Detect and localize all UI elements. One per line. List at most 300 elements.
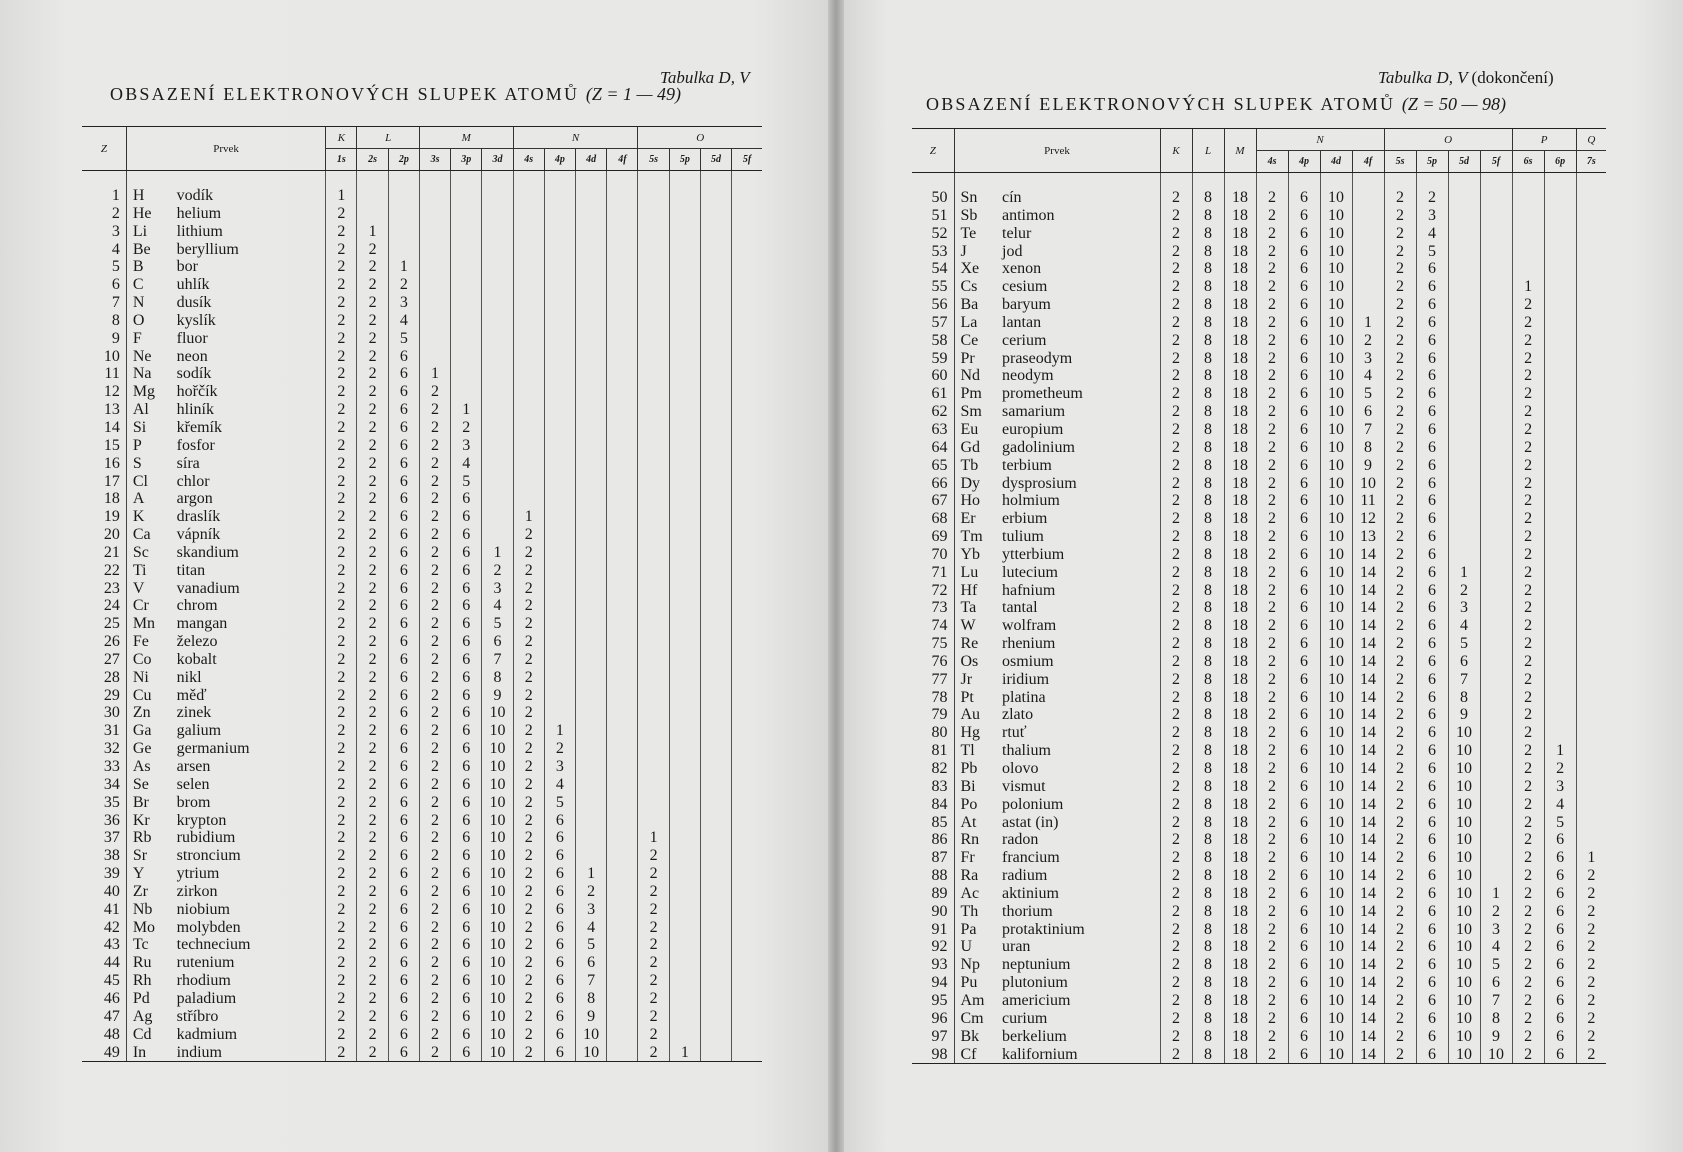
occupancy-cell: 2 xyxy=(357,383,388,401)
occupancy-cell xyxy=(482,241,513,259)
occupancy-cell xyxy=(544,223,575,241)
occupancy-cell xyxy=(669,241,700,259)
occupancy-cell: 8 xyxy=(1192,385,1224,403)
occupancy-cell xyxy=(576,794,607,812)
occupancy-cell xyxy=(732,490,762,508)
element-symbol: Cl xyxy=(126,473,172,491)
occupancy-cell: 8 xyxy=(1192,653,1224,671)
occupancy-cell: 2 xyxy=(1160,350,1192,368)
occupancy-cell xyxy=(669,401,700,419)
subshell-header: 6s xyxy=(1512,151,1544,173)
table-row xyxy=(82,597,762,615)
occupancy-cell xyxy=(732,365,762,383)
occupancy-cell xyxy=(1480,760,1512,778)
occupancy-cell: 2 xyxy=(1160,582,1192,600)
occupancy-cell: 2 xyxy=(1384,314,1416,332)
occupancy-cell: 6 xyxy=(1416,599,1448,617)
occupancy-cell: 18 xyxy=(1224,367,1256,385)
occupancy-cell xyxy=(638,205,669,223)
occupancy-cell xyxy=(1448,475,1480,493)
table-row xyxy=(912,582,1606,600)
occupancy-cell: 1 xyxy=(1576,849,1606,867)
atomic-number: 31 xyxy=(103,722,120,740)
element-symbol: Pt xyxy=(954,689,998,707)
table-row xyxy=(912,207,1606,225)
occupancy-cell xyxy=(1576,385,1606,403)
occupancy-cell xyxy=(576,276,607,294)
element-symbol: A xyxy=(126,490,172,508)
occupancy-cell xyxy=(638,187,669,205)
occupancy-cell xyxy=(544,687,575,705)
occupancy-cell: 1 xyxy=(1480,885,1512,903)
occupancy-cell: 2 xyxy=(357,1026,388,1044)
occupancy-cell: 18 xyxy=(1224,599,1256,617)
occupancy-cell xyxy=(700,901,731,919)
occupancy-cell xyxy=(1544,706,1576,724)
occupancy-cell: 1 xyxy=(326,187,357,205)
element-symbol: Sr xyxy=(126,847,172,865)
occupancy-cell xyxy=(1576,457,1606,475)
occupancy-cell: 1 xyxy=(513,508,544,526)
occupancy-cell xyxy=(1576,278,1606,296)
occupancy-cell xyxy=(513,187,544,205)
occupancy-cell: 2 xyxy=(1480,903,1512,921)
atomic-number: 84 xyxy=(931,795,948,813)
occupancy-cell: 6 xyxy=(388,401,419,419)
table-row xyxy=(912,510,1606,528)
occupancy-cell: 2 xyxy=(1512,1046,1544,1064)
occupancy-cell: 2 xyxy=(357,847,388,865)
occupancy-cell: 2 xyxy=(1384,1028,1416,1046)
element-name: skandium xyxy=(176,543,239,561)
occupancy-cell xyxy=(700,312,731,330)
occupancy-cell: 2 xyxy=(326,936,357,954)
occupancy-cell xyxy=(732,580,762,598)
occupancy-cell xyxy=(669,936,700,954)
occupancy-cell: 2 xyxy=(419,437,450,455)
occupancy-cell: 2 xyxy=(419,829,450,847)
occupancy-cell xyxy=(1352,260,1384,278)
occupancy-cell: 6 xyxy=(451,580,482,598)
occupancy-cell: 2 xyxy=(1256,992,1288,1010)
occupancy-cell: 2 xyxy=(1256,421,1288,439)
occupancy-cell: 2 xyxy=(1256,938,1288,956)
element-symbol: S xyxy=(126,455,172,473)
element-name: sodík xyxy=(176,365,212,383)
occupancy-cell: 10 xyxy=(1320,528,1352,546)
occupancy-cell xyxy=(1544,546,1576,564)
occupancy-cell xyxy=(576,615,607,633)
occupancy-cell: 6 xyxy=(1416,885,1448,903)
occupancy-cell: 8 xyxy=(1192,760,1224,778)
table-row xyxy=(82,401,762,419)
spacer-cell xyxy=(1544,173,1576,190)
occupancy-cell xyxy=(419,276,450,294)
occupancy-cell: 6 xyxy=(451,508,482,526)
occupancy-cell xyxy=(544,562,575,580)
occupancy-cell: 2 xyxy=(419,722,450,740)
element-name: molybden xyxy=(176,918,241,936)
element-symbol: Rh xyxy=(126,972,172,990)
occupancy-cell: 1 xyxy=(357,223,388,241)
atomic-number: 87 xyxy=(931,849,948,867)
occupancy-cell xyxy=(638,544,669,562)
atomic-number: 2 xyxy=(111,204,120,222)
element-name: beryllium xyxy=(176,240,239,258)
occupancy-cell xyxy=(700,276,731,294)
occupancy-cell: 4 xyxy=(388,312,419,330)
occupancy-cell: 2 xyxy=(1384,778,1416,796)
occupancy-cell xyxy=(638,455,669,473)
occupancy-cell: 2 xyxy=(326,865,357,883)
occupancy-cell xyxy=(732,722,762,740)
occupancy-cell: 2 xyxy=(513,562,544,580)
occupancy-cell: 2 xyxy=(326,972,357,990)
occupancy-cell: 2 xyxy=(513,651,544,669)
occupancy-cell: 2 xyxy=(419,508,450,526)
occupancy-cell: 14 xyxy=(1352,742,1384,760)
occupancy-cell: 6 xyxy=(1416,385,1448,403)
occupancy-cell xyxy=(700,669,731,687)
occupancy-cell xyxy=(544,544,575,562)
table-row xyxy=(82,669,762,687)
occupancy-cell xyxy=(451,205,482,223)
occupancy-cell: 2 xyxy=(357,1008,388,1026)
atomic-number: 34 xyxy=(103,775,120,793)
occupancy-cell: 2 xyxy=(1576,938,1606,956)
occupancy-cell xyxy=(607,651,638,669)
occupancy-cell: 2 xyxy=(357,330,388,348)
occupancy-cell: 10 xyxy=(1320,1046,1352,1064)
element-name: draslík xyxy=(176,508,221,526)
occupancy-cell xyxy=(607,1026,638,1044)
occupancy-cell: 6 xyxy=(1416,546,1448,564)
element-name: thorium xyxy=(1002,902,1053,920)
occupancy-cell xyxy=(576,312,607,330)
occupancy-cell xyxy=(482,348,513,366)
occupancy-cell: 2 xyxy=(576,883,607,901)
occupancy-cell: 18 xyxy=(1224,207,1256,225)
occupancy-cell: 2 xyxy=(1512,332,1544,350)
occupancy-cell xyxy=(669,348,700,366)
occupancy-cell xyxy=(1448,528,1480,546)
element-name: rtuť xyxy=(1002,724,1027,742)
occupancy-cell: 2 xyxy=(1160,510,1192,528)
atomic-number: 93 xyxy=(931,956,948,974)
occupancy-cell: 10 xyxy=(576,1026,607,1044)
occupancy-cell: 2 xyxy=(1256,903,1288,921)
occupancy-cell: 8 xyxy=(1192,599,1224,617)
occupancy-cell: 10 xyxy=(1448,1028,1480,1046)
occupancy-cell: 2 xyxy=(357,722,388,740)
subshell-header: 4s xyxy=(1256,151,1288,173)
occupancy-cell xyxy=(544,455,575,473)
occupancy-cell: 2 xyxy=(513,794,544,812)
occupancy-cell: 10 xyxy=(1320,582,1352,600)
element-name: lantan xyxy=(1002,313,1042,331)
occupancy-cell: 2 xyxy=(1384,814,1416,832)
occupancy-cell xyxy=(1352,225,1384,243)
occupancy-cell xyxy=(732,508,762,526)
element-name: erbium xyxy=(1002,510,1048,528)
occupancy-cell: 18 xyxy=(1224,992,1256,1010)
occupancy-cell: 6 xyxy=(1288,367,1320,385)
occupancy-cell: 2 xyxy=(1256,742,1288,760)
occupancy-cell xyxy=(1480,635,1512,653)
occupancy-cell xyxy=(638,776,669,794)
occupancy-cell xyxy=(482,258,513,276)
occupancy-cell: 6 xyxy=(388,348,419,366)
occupancy-cell: 18 xyxy=(1224,278,1256,296)
occupancy-cell: 2 xyxy=(1384,599,1416,617)
element-name: cín xyxy=(1002,189,1022,206)
occupancy-cell: 2 xyxy=(1160,742,1192,760)
occupancy-cell: 6 xyxy=(1416,367,1448,385)
atomic-number: 57 xyxy=(931,313,948,331)
occupancy-cell xyxy=(607,312,638,330)
element-name: vápník xyxy=(176,526,221,544)
occupancy-cell xyxy=(732,473,762,491)
occupancy-cell xyxy=(576,740,607,758)
occupancy-cell xyxy=(513,473,544,491)
table-row xyxy=(82,1026,762,1044)
element-symbol: Mg xyxy=(126,383,172,401)
table-row xyxy=(912,742,1606,760)
occupancy-cell xyxy=(732,633,762,651)
occupancy-cell xyxy=(1480,439,1512,457)
occupancy-cell xyxy=(544,276,575,294)
occupancy-cell: 6 xyxy=(388,383,419,401)
occupancy-cell: 2 xyxy=(419,936,450,954)
occupancy-cell: 8 xyxy=(1192,831,1224,849)
occupancy-cell xyxy=(1576,207,1606,225)
occupancy-cell: 1 xyxy=(419,365,450,383)
occupancy-cell xyxy=(669,187,700,205)
occupancy-cell xyxy=(669,365,700,383)
occupancy-cell xyxy=(1544,189,1576,207)
occupancy-cell: 2 xyxy=(326,312,357,330)
element-name: železo xyxy=(176,633,218,651)
element-symbol: K xyxy=(126,508,172,526)
occupancy-cell: 2 xyxy=(357,455,388,473)
spacer-cell xyxy=(732,171,762,188)
occupancy-cell: 6 xyxy=(1416,653,1448,671)
atomic-number: 21 xyxy=(103,543,120,561)
occupancy-cell xyxy=(638,258,669,276)
occupancy-cell xyxy=(1448,385,1480,403)
occupancy-cell: 2 xyxy=(1256,439,1288,457)
occupancy-cell: 2 xyxy=(357,258,388,276)
occupancy-cell: 8 xyxy=(1192,528,1224,546)
occupancy-cell xyxy=(638,597,669,615)
occupancy-cell: 12 xyxy=(1352,510,1384,528)
occupancy-cell: 1 xyxy=(669,1044,700,1062)
element-symbol: Bi xyxy=(954,778,998,796)
occupancy-cell xyxy=(1576,814,1606,832)
occupancy-cell: 6 xyxy=(388,704,419,722)
occupancy-cell: 2 xyxy=(326,223,357,241)
occupancy-cell xyxy=(1352,243,1384,261)
occupancy-cell: 10 xyxy=(1320,510,1352,528)
occupancy-cell: 6 xyxy=(1288,564,1320,582)
occupancy-cell: 2 xyxy=(513,812,544,830)
occupancy-cell: 6 xyxy=(1288,528,1320,546)
occupancy-cell xyxy=(607,241,638,259)
occupancy-cell: 2 xyxy=(419,419,450,437)
occupancy-cell: 6 xyxy=(1288,457,1320,475)
occupancy-cell xyxy=(1576,332,1606,350)
element-symbol: Tl xyxy=(954,742,998,760)
occupancy-cell: 2 xyxy=(1160,1046,1192,1064)
table-row xyxy=(82,615,762,633)
occupancy-cell xyxy=(669,633,700,651)
occupancy-cell: 2 xyxy=(1160,796,1192,814)
occupancy-cell: 2 xyxy=(1512,814,1544,832)
occupancy-cell: 14 xyxy=(1352,903,1384,921)
occupancy-cell: 10 xyxy=(1320,635,1352,653)
occupancy-cell: 10 xyxy=(1320,260,1352,278)
occupancy-cell xyxy=(607,437,638,455)
occupancy-cell: 2 xyxy=(513,633,544,651)
occupancy-cell xyxy=(669,990,700,1008)
occupancy-cell: 8 xyxy=(1192,689,1224,707)
element-symbol: Ho xyxy=(954,492,998,510)
occupancy-cell: 2 xyxy=(513,954,544,972)
occupancy-cell: 2 xyxy=(1384,831,1416,849)
table-row xyxy=(912,314,1606,332)
occupancy-cell: 18 xyxy=(1224,706,1256,724)
occupancy-cell: 2 xyxy=(1384,475,1416,493)
occupancy-cell: 3 xyxy=(388,294,419,312)
occupancy-cell: 2 xyxy=(1256,760,1288,778)
occupancy-cell: 4 xyxy=(1480,938,1512,956)
occupancy-cell: 6 xyxy=(1416,742,1448,760)
occupancy-cell: 2 xyxy=(1576,867,1606,885)
element-name: platina xyxy=(1002,688,1046,706)
occupancy-cell: 2 xyxy=(419,883,450,901)
title-range: (Z = 1 — 49) xyxy=(585,84,682,104)
occupancy-cell xyxy=(700,258,731,276)
occupancy-cell: 8 xyxy=(1192,510,1224,528)
occupancy-cell: 2 xyxy=(326,580,357,598)
atomic-number: 60 xyxy=(931,367,948,385)
occupancy-cell: 6 xyxy=(1288,992,1320,1010)
occupancy-cell: 2 xyxy=(1160,885,1192,903)
occupancy-cell: 2 xyxy=(1576,921,1606,939)
occupancy-cell xyxy=(576,223,607,241)
occupancy-cell: 6 xyxy=(1416,671,1448,689)
occupancy-cell xyxy=(544,580,575,598)
occupancy-cell: 6 xyxy=(1288,938,1320,956)
element-name: helium xyxy=(176,204,222,222)
occupancy-cell xyxy=(1576,421,1606,439)
occupancy-cell xyxy=(1480,617,1512,635)
electron-shell-table-left xyxy=(82,126,762,1062)
occupancy-cell xyxy=(1480,225,1512,243)
occupancy-cell xyxy=(732,276,762,294)
occupancy-cell: 2 xyxy=(1160,1028,1192,1046)
occupancy-cell: 6 xyxy=(451,633,482,651)
occupancy-cell: 10 xyxy=(1320,225,1352,243)
occupancy-cell: 2 xyxy=(513,883,544,901)
occupancy-cell: 8 xyxy=(1192,742,1224,760)
occupancy-cell: 7 xyxy=(1448,671,1480,689)
occupancy-cell: 2 xyxy=(1512,903,1544,921)
occupancy-cell xyxy=(576,401,607,419)
occupancy-cell xyxy=(1576,778,1606,796)
spacer-cell xyxy=(1448,173,1480,190)
occupancy-cell: 6 xyxy=(1288,546,1320,564)
occupancy-cell: 6 xyxy=(1416,278,1448,296)
subshell-header: 3p xyxy=(451,149,482,171)
table-row xyxy=(912,617,1606,635)
occupancy-cell xyxy=(700,936,731,954)
occupancy-cell: 18 xyxy=(1224,921,1256,939)
element-name: paladium xyxy=(176,989,237,1007)
occupancy-cell: 10 xyxy=(1320,385,1352,403)
occupancy-cell: 2 xyxy=(1160,992,1192,1010)
element-name: telur xyxy=(1002,224,1032,242)
element-symbol: Dy xyxy=(954,475,998,493)
element-name: tulium xyxy=(1002,528,1044,546)
table-row xyxy=(82,258,762,276)
occupancy-cell: 10 xyxy=(1320,457,1352,475)
occupancy-cell: 2 xyxy=(638,847,669,865)
occupancy-cell xyxy=(638,740,669,758)
occupancy-cell: 2 xyxy=(1256,956,1288,974)
occupancy-cell xyxy=(732,455,762,473)
occupancy-cell xyxy=(700,776,731,794)
spacer-cell xyxy=(1576,173,1606,190)
element-name: wolfram xyxy=(1002,617,1057,635)
occupancy-cell: 10 xyxy=(1448,867,1480,885)
element-name: neodym xyxy=(1002,367,1054,385)
element-symbol: Te xyxy=(954,225,998,243)
occupancy-cell: 2 xyxy=(1384,528,1416,546)
table-row xyxy=(912,546,1606,564)
occupancy-cell: 11 xyxy=(1352,492,1384,510)
occupancy-cell: 6 xyxy=(1416,582,1448,600)
element-symbol: Cr xyxy=(126,597,172,615)
occupancy-cell: 2 xyxy=(1384,367,1416,385)
element-symbol: P xyxy=(126,437,172,455)
element-symbol: B xyxy=(126,258,172,276)
atomic-number: 46 xyxy=(103,989,120,1007)
occupancy-cell: 18 xyxy=(1224,1046,1256,1064)
atomic-number: 66 xyxy=(931,474,948,492)
table-row xyxy=(912,421,1606,439)
occupancy-cell: 2 xyxy=(357,829,388,847)
occupancy-cell: 6 xyxy=(388,954,419,972)
occupancy-cell: 2 xyxy=(419,990,450,1008)
occupancy-cell: 2 xyxy=(513,990,544,1008)
occupancy-cell xyxy=(700,455,731,473)
atomic-number: 70 xyxy=(931,545,948,563)
occupancy-cell: 1 xyxy=(1352,314,1384,332)
occupancy-cell: 3 xyxy=(1448,599,1480,617)
occupancy-cell: 14 xyxy=(1352,689,1384,707)
spacer-cell xyxy=(1256,173,1288,190)
occupancy-cell xyxy=(732,312,762,330)
occupancy-cell xyxy=(732,544,762,562)
occupancy-cell: 6 xyxy=(388,883,419,901)
occupancy-cell xyxy=(607,954,638,972)
occupancy-cell: 2 xyxy=(1384,260,1416,278)
occupancy-cell: 2 xyxy=(1512,510,1544,528)
occupancy-cell: 10 xyxy=(482,847,513,865)
element-name: radon xyxy=(1002,831,1039,849)
element-name: zirkon xyxy=(176,882,218,900)
